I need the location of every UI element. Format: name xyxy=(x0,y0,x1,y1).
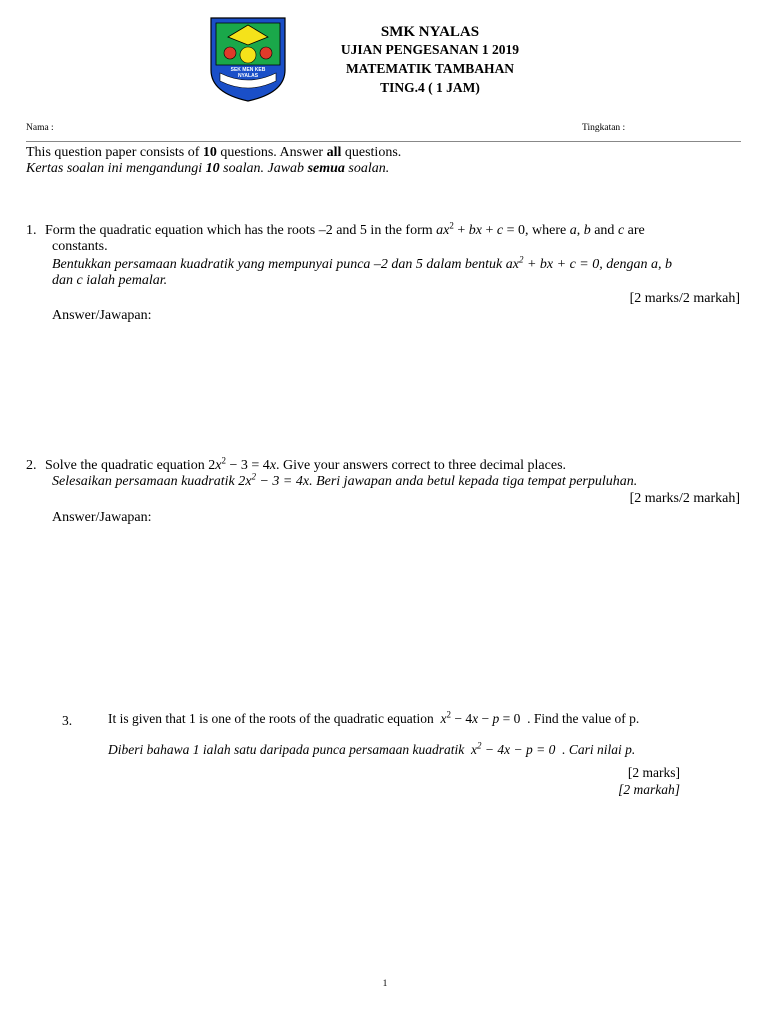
level-title: TING.4 ( 1 JAM) xyxy=(380,80,480,95)
school-name: SMK NYALAS xyxy=(380,24,480,40)
class-label: Tingkatan : xyxy=(582,123,626,133)
q2-number: 2. xyxy=(26,458,37,473)
logo-text-2: NYALAS xyxy=(237,73,259,79)
instructions-en: This question paper consists of 10 questions. Answer all questions. xyxy=(26,145,402,160)
q1-marks: [2 marks/2 markah] xyxy=(629,291,740,306)
school-crest-icon xyxy=(208,15,288,105)
exam-title: UJIAN PENGESANAN 1 2019 xyxy=(340,42,520,57)
q3-number: 3. xyxy=(62,713,73,728)
divider xyxy=(26,141,741,142)
logo-text-1: SEK MEN KEB xyxy=(230,67,266,73)
school-logo xyxy=(208,15,288,105)
q3-text-en: It is given that 1 is one of the roots of the quadratic equation $x^2 - 4x - p = 0$ . Find the value of p. xyxy=(108,709,640,726)
q1-answer-label: Answer/Jawapan: xyxy=(52,308,152,323)
q3-marks-en: [2 marks] xyxy=(627,765,680,780)
q2-answer-label: Answer/Jawapan: xyxy=(52,510,152,525)
name-label: Nama : xyxy=(26,123,54,133)
q2-text-en: Solve the quadratic equation $2x^2 - 3 = 4x$. Give your answers correct to three decimal places. xyxy=(45,455,567,473)
q2-marks: [2 marks/2 markah] xyxy=(629,491,740,506)
q2-text-ms: Selesaikan persamaan kuadratik $2x^2 - 3 = 4x$. Beri jawapan anda betul kepada tiga tempat perpuluhan. xyxy=(52,471,638,489)
q3-text-ms: Diberi bahawa 1 ialah satu daripada punca persamaan kuadratik $x^2 - 4x - p = 0$ . Cari nilai p. xyxy=(108,740,636,757)
page-number: 1 xyxy=(382,979,388,989)
q1-text-en-2: constants. xyxy=(52,239,108,254)
instructions-ms: Kertas soalan ini mengandungi 10 soalan. Jawab semua soalan. xyxy=(26,161,390,176)
q1-number: 1. xyxy=(26,223,37,238)
q1-text-ms-2: dan c ialah pemalar. xyxy=(52,273,168,288)
q1-text-en: Form the quadratic equation which has the roots –2 and 5 in the form $ax^2$ + bx + c = 0, where a, b and c are xyxy=(45,220,645,238)
q3-marks-ms: [2 markah] xyxy=(618,782,680,797)
q1-text-ms: Bentukkan persamaan kuadratik yang mempunyai punca –2 dan 5 dalam bentuk $ax^2$ + bx + c = 0, dengan a, b xyxy=(52,254,672,272)
subject-title: MATEMATIK TAMBAHAN xyxy=(345,61,515,76)
